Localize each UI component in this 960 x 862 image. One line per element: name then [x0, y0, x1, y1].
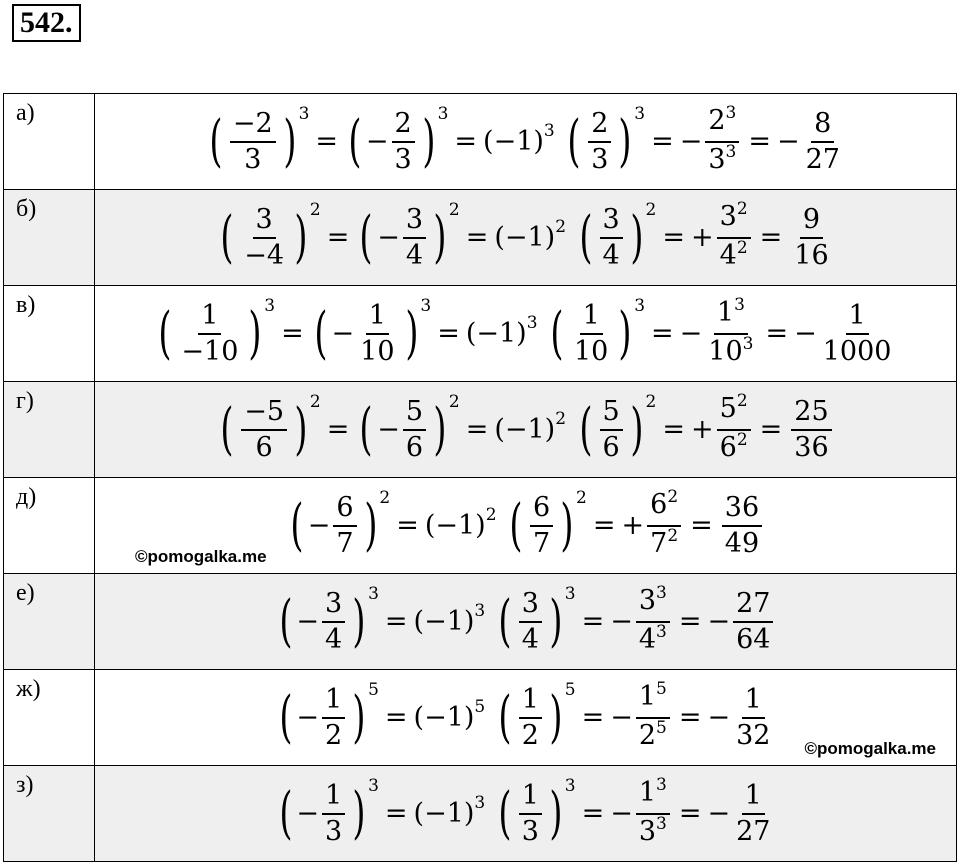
- row-label: д): [4, 478, 95, 574]
- table-row: [4, 766, 957, 862]
- table-row: [4, 190, 957, 286]
- row-expression: ( $\frac{-5}{6}$ ) 2 = ( − $\frac{5}{6}$ ) 2 = (−1) 2 ( $\frac{5}{6}$ ) 2 = + $\frac{5^2}{6^2}$ = $\frac{25}{36}$: [95, 382, 957, 478]
- row-expression: ( $\frac{3}{-4}$ ) 2 = ( − $\frac{3}{4}$ ) 2 = (−1) 2 ( $\frac{3}{4}$ ) 2 = + $\frac{3^2}{4^2}$ = $\frac{9}{16}$: [95, 190, 957, 286]
- row-expression: ( $\frac{1}{-10}$ ) 3 = ( − $\frac{1}{10}$ ) 3 = (−1) 3 ( $\frac{1}{10}$ ) 3 = − $\frac{1^3}{10^3}$ = − $\frac{1}{1000}$: [95, 286, 957, 382]
- row-expression: ( − $\frac{1}{3}$ ) 3 = (−1) 3 ( $\frac{1}{3}$ ) 3 = − $\frac{1^3}{3^3}$ = − $\frac{1}{27}$: [95, 766, 957, 862]
- row-label: в): [4, 286, 95, 382]
- table-row: [4, 478, 957, 574]
- solution-table: [3, 93, 957, 862]
- row-expression: ( $\frac{-2}{3}$ ) 3 = ( − $\frac{2}{3}$ ) 3 = (−1) 3 ( $\frac{2}{3}$ ) 3 = − $\frac{2^3}{3^3}$ = − $\frac{8}{27}$: [95, 94, 957, 190]
- watermark: ©pomogalka.me: [804, 739, 936, 758]
- table-row: [4, 670, 957, 766]
- row-label: ж): [4, 670, 95, 766]
- row-expression: ©pomogalka.me ( − $\frac{1}{2}$ ) 5 = (−1) 5 ( $\frac{1}{2}$ ) 5 = − $\frac{1^5}{2^5}$ = − $\frac{1}{32}$: [95, 670, 957, 766]
- table-row: [4, 286, 957, 382]
- watermark: ©pomogalka.me: [135, 547, 267, 566]
- row-label: з): [4, 766, 95, 862]
- table-row: [4, 574, 957, 670]
- row-label: а): [4, 94, 95, 190]
- row-label: б): [4, 190, 95, 286]
- row-label: е): [4, 574, 95, 670]
- row-label: г): [4, 382, 95, 478]
- table-row: [4, 94, 957, 190]
- task-number: 542.: [12, 4, 81, 42]
- table-row: [4, 382, 957, 478]
- row-expression: ( − $\frac{3}{4}$ ) 3 = (−1) 3 ( $\frac{3}{4}$ ) 3 = − $\frac{3^3}{4^3}$ = − $\frac{27}{64}$: [95, 574, 957, 670]
- row-expression: ©pomogalka.me ( − $\frac{6}{7}$ ) 2 = (−1) 2 ( $\frac{6}{7}$ ) 2 = + $\frac{6^2}{7^2}$ = $\frac{36}{49}$: [95, 478, 957, 574]
